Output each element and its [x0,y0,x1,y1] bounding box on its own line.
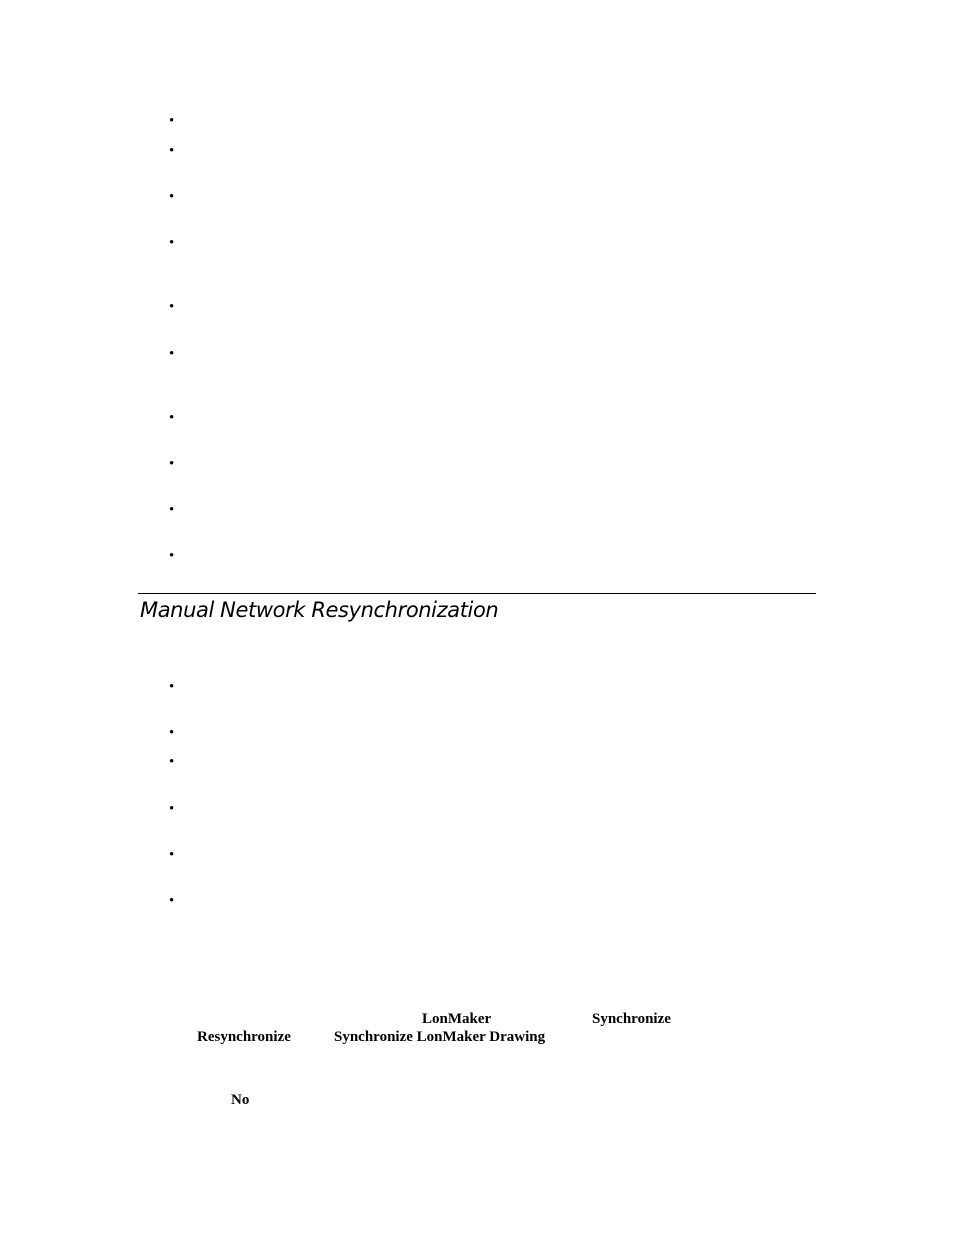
bullet: • [169,456,175,472]
bullet: • [169,235,175,251]
bullet: • [169,847,175,863]
bullet: • [169,346,175,362]
synchronize-lonmaker-drawing-term: Synchronize LonMaker Drawing [334,1029,546,1045]
synchronize-term: Synchronize [592,1011,671,1027]
bullet: • [169,725,175,741]
section-divider [138,593,816,594]
bullet: • [169,410,175,426]
bullet: • [169,143,175,159]
bullet: • [169,801,175,817]
bullet: • [169,189,175,205]
bullet: • [169,299,175,315]
bullet: • [169,113,175,129]
bullet: • [169,502,175,518]
bullet: • [169,548,175,564]
bullet: • [169,893,175,909]
resynchronize-term: Resynchronize [197,1029,291,1045]
lonmaker-term: LonMaker [422,1011,492,1027]
section-heading: Manual Network Resynchronization [140,598,499,622]
bullet: • [169,679,175,695]
bullet: • [169,754,175,770]
no-term: No [231,1092,250,1108]
